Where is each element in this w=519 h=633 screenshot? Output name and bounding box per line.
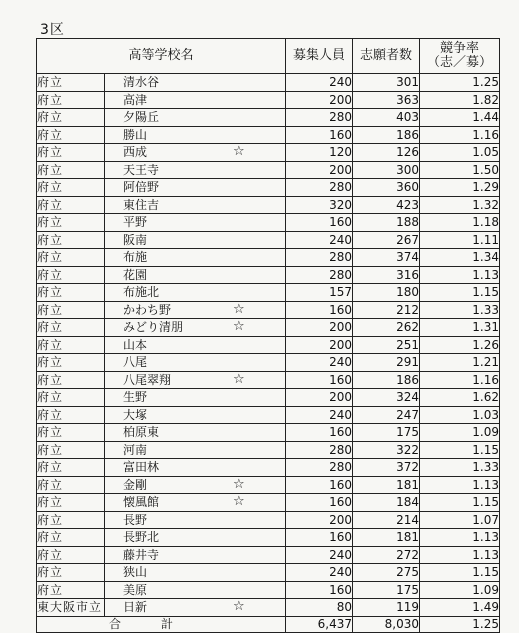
ratio-value: 1.26: [420, 336, 500, 354]
school-name-cell: [105, 371, 286, 389]
table-row: [37, 161, 500, 179]
ratio-value: 1.09: [420, 424, 500, 442]
capacity-value: 200: [286, 91, 353, 109]
star-icon: ☆: [233, 144, 245, 159]
ratio-value: 1.16: [420, 371, 500, 389]
school-name-cell: [105, 74, 286, 92]
capacity-value: 160: [286, 214, 353, 232]
table-row: [37, 179, 500, 197]
school-type: 府立: [37, 476, 105, 494]
capacity-value: 240: [286, 406, 353, 424]
ratio-value: 1.33: [420, 301, 500, 319]
table-row: [37, 126, 500, 144]
school-name-cell: [105, 301, 286, 319]
total-applicants: 8,030: [353, 616, 420, 632]
capacity-value: 200: [286, 389, 353, 407]
ratio-value: 1.25: [420, 74, 500, 92]
applicants-value: 372: [353, 459, 420, 477]
capacity-value: 280: [286, 459, 353, 477]
capacity-value: 120: [286, 144, 353, 162]
school-name: 大塚: [123, 407, 148, 422]
school-name: 美原: [123, 582, 148, 597]
school-name: 清水谷: [123, 75, 160, 89]
table-row: [37, 214, 500, 232]
ratio-value: 1.15: [420, 284, 500, 302]
school-type: 府立: [37, 74, 105, 92]
ratio-value: 1.82: [420, 91, 500, 109]
ratio-value: 1.21: [420, 354, 500, 372]
table-row: [37, 74, 500, 92]
ratio-value: 1.33: [420, 459, 500, 477]
school-name-cell: [105, 476, 286, 494]
applicants-value: 186: [353, 371, 420, 389]
school-name: 柏原東: [123, 425, 160, 439]
header-ratio-line2: （志／募）: [427, 55, 493, 70]
header-applicants: 志願者数: [353, 39, 420, 74]
school-type: 府立: [37, 214, 105, 232]
school-type: 府立: [37, 336, 105, 354]
applicants-value: 363: [353, 91, 420, 109]
school-name: 生野: [123, 390, 148, 404]
ratio-value: 1.13: [420, 476, 500, 494]
school-type: 府立: [37, 354, 105, 372]
table-row: [37, 476, 500, 494]
applicants-value: 188: [353, 214, 420, 232]
school-type: 府立: [37, 319, 105, 337]
school-name-cell: [105, 266, 286, 284]
school-name: 阪南: [123, 232, 148, 247]
applicants-value: 322: [353, 441, 420, 459]
school-type: 府立: [37, 109, 105, 127]
school-name-cell: [105, 581, 286, 599]
table-row: [37, 249, 500, 267]
capacity-value: 280: [286, 109, 353, 127]
capacity-value: 200: [286, 319, 353, 337]
applicants-value: 403: [353, 109, 420, 127]
school-type: 府立: [37, 441, 105, 459]
school-name: 高津: [123, 92, 148, 107]
table-row: [37, 406, 500, 424]
star-icon: ☆: [233, 301, 245, 317]
capacity-value: 240: [286, 231, 353, 249]
school-type: 府立: [37, 249, 105, 267]
table-row: [37, 599, 500, 617]
table-row: [37, 564, 500, 582]
capacity-value: 240: [286, 354, 353, 372]
ratio-value: 1.16: [420, 126, 500, 144]
applicants-value: 180: [353, 284, 420, 302]
capacity-value: 200: [286, 511, 353, 529]
table-row: [37, 196, 500, 214]
table-row: [37, 301, 500, 319]
applicants-value: 360: [353, 179, 420, 197]
school-name-cell: [105, 319, 286, 337]
applicants-value: 423: [353, 196, 420, 214]
school-type: 府立: [37, 529, 105, 547]
school-type: 府立: [37, 459, 105, 477]
school-name: 狭山: [123, 565, 148, 579]
table-row: [37, 546, 500, 564]
school-type: 府立: [37, 161, 105, 179]
ratio-value: 1.44: [420, 109, 500, 127]
capacity-value: 160: [286, 476, 353, 494]
applicants-value: 181: [353, 529, 420, 547]
table-row: [37, 284, 500, 302]
table-row: [37, 529, 500, 547]
school-name-cell: [105, 144, 286, 162]
table-row: [37, 266, 500, 284]
applicants-value: 275: [353, 564, 420, 582]
table-row: [37, 91, 500, 109]
school-type: 府立: [37, 546, 105, 564]
school-type: 府立: [37, 389, 105, 407]
star-icon: ☆: [233, 599, 245, 614]
applicants-value: 374: [353, 249, 420, 267]
school-type: 府立: [37, 179, 105, 197]
table-row: [37, 371, 500, 389]
school-name: 八尾翠翔: [123, 372, 172, 387]
school-name-cell: [105, 564, 286, 582]
school-type: 府立: [37, 144, 105, 162]
capacity-value: 80: [286, 599, 353, 617]
applicants-value: 291: [353, 354, 420, 372]
ratio-value: 1.13: [420, 266, 500, 284]
school-name-cell: [105, 231, 286, 249]
school-type: 府立: [37, 581, 105, 599]
school-type: 府立: [37, 371, 105, 389]
school-name-cell: [105, 424, 286, 442]
school-name-cell: [105, 354, 286, 372]
school-name: 平野: [123, 215, 148, 229]
applicants-value: 186: [353, 126, 420, 144]
ratio-value: 1.03: [420, 406, 500, 424]
school-name-cell: [105, 529, 286, 547]
school-name: 河南: [123, 442, 148, 457]
school-name-cell: [105, 406, 286, 424]
applicants-value: 267: [353, 231, 420, 249]
ratio-value: 1.15: [420, 494, 500, 512]
admissions-table: [36, 38, 500, 633]
school-type: 府立: [37, 126, 105, 144]
applicants-value: 212: [353, 301, 420, 319]
school-name: 勝山: [123, 127, 148, 142]
school-type: 府立: [37, 564, 105, 582]
header-school-name: 高等学校名: [37, 39, 286, 74]
school-name: 八尾: [123, 355, 148, 369]
school-name: 長野北: [123, 530, 160, 544]
school-name-cell: [105, 109, 286, 127]
ratio-value: 1.15: [420, 564, 500, 582]
table-row: [37, 424, 500, 442]
school-name: 金剛: [123, 477, 148, 492]
capacity-value: 240: [286, 564, 353, 582]
school-name-cell: [105, 179, 286, 197]
school-name: 懐風館: [123, 495, 160, 509]
school-name: 長野: [123, 512, 148, 527]
header-ratio: [420, 39, 500, 74]
capacity-value: 280: [286, 179, 353, 197]
ratio-value: 1.11: [420, 231, 500, 249]
table-row: [37, 319, 500, 337]
applicants-value: 175: [353, 424, 420, 442]
ratio-value: 1.05: [420, 144, 500, 162]
school-name: 布施: [123, 250, 148, 264]
ratio-value: 1.62: [420, 389, 500, 407]
school-name-cell: [105, 336, 286, 354]
star-icon: ☆: [233, 494, 245, 509]
table-row: [37, 581, 500, 599]
capacity-value: 280: [286, 266, 353, 284]
school-type: 東大阪市立: [37, 599, 105, 617]
table-row: [37, 231, 500, 249]
school-name-cell: [105, 546, 286, 564]
ratio-value: 1.34: [420, 249, 500, 267]
star-icon: ☆: [233, 319, 245, 334]
applicants-value: 214: [353, 511, 420, 529]
table-row: [37, 109, 500, 127]
school-name-cell: [105, 511, 286, 529]
applicants-value: 175: [353, 581, 420, 599]
table-row: [37, 354, 500, 372]
applicants-value: 300: [353, 161, 420, 179]
ratio-value: 1.15: [420, 441, 500, 459]
ratio-value: 1.49: [420, 599, 500, 617]
ratio-value: 1.18: [420, 214, 500, 232]
capacity-value: 280: [286, 249, 353, 267]
total-ratio: 1.25: [420, 616, 500, 632]
school-name: 夕陽丘: [123, 110, 160, 124]
capacity-value: 320: [286, 196, 353, 214]
school-name: 天王寺: [123, 162, 160, 177]
school-name: 藤井寺: [123, 547, 160, 562]
header-ratio-line1: 競争率: [440, 41, 480, 56]
table-row: [37, 494, 500, 512]
applicants-value: 184: [353, 494, 420, 512]
school-name: 阿倍野: [123, 180, 160, 194]
total-label: 合計: [37, 616, 286, 632]
school-name-cell: [105, 161, 286, 179]
table-body: [37, 74, 500, 617]
school-type: 府立: [37, 196, 105, 214]
school-name-cell: [105, 441, 286, 459]
school-name: 富田林: [123, 460, 160, 474]
table-row: [37, 336, 500, 354]
school-name-cell: [105, 389, 286, 407]
table-row: [37, 389, 500, 407]
school-name-cell: [105, 249, 286, 267]
capacity-value: 160: [286, 424, 353, 442]
applicants-value: 301: [353, 74, 420, 92]
table-row: [37, 459, 500, 477]
school-type: 府立: [37, 91, 105, 109]
school-name-cell: [105, 126, 286, 144]
school-name-cell: [105, 599, 286, 617]
school-name-cell: [105, 284, 286, 302]
school-type: 府立: [37, 494, 105, 512]
applicants-value: 247: [353, 406, 420, 424]
school-name: かわち野: [123, 302, 172, 317]
school-name: 布施北: [123, 285, 160, 299]
applicants-value: 251: [353, 336, 420, 354]
total-capacity: 6,437: [286, 616, 353, 632]
ratio-value: 1.29: [420, 179, 500, 197]
school-name-cell: [105, 494, 286, 512]
school-name-cell: [105, 91, 286, 109]
header-row: [37, 39, 500, 74]
school-type: 府立: [37, 406, 105, 424]
school-type: 府立: [37, 511, 105, 529]
capacity-value: 160: [286, 581, 353, 599]
school-type: 府立: [37, 266, 105, 284]
school-name: みどり清朋: [123, 320, 184, 334]
capacity-value: 160: [286, 126, 353, 144]
capacity-value: 157: [286, 284, 353, 302]
applicants-value: 272: [353, 546, 420, 564]
ratio-value: 1.32: [420, 196, 500, 214]
region-label: 3区: [40, 22, 65, 38]
header-capacity: 募集人員: [286, 39, 353, 74]
school-name-cell: [105, 196, 286, 214]
total-row: [37, 616, 500, 632]
capacity-value: 160: [286, 371, 353, 389]
capacity-value: 160: [286, 301, 353, 319]
capacity-value: 160: [286, 529, 353, 547]
school-type: 府立: [37, 231, 105, 249]
ratio-value: 1.50: [420, 161, 500, 179]
school-name-cell: [105, 459, 286, 477]
school-name: 山本: [123, 337, 148, 352]
ratio-value: 1.31: [420, 319, 500, 337]
ratio-value: 1.07: [420, 511, 500, 529]
capacity-value: 200: [286, 336, 353, 354]
capacity-value: 280: [286, 441, 353, 459]
star-icon: ☆: [233, 371, 245, 387]
capacity-value: 200: [286, 161, 353, 179]
school-name: 日新: [123, 600, 148, 614]
school-type: 府立: [37, 424, 105, 442]
school-name: 西成: [123, 145, 148, 159]
school-name: 花園: [123, 267, 148, 282]
applicants-value: 126: [353, 144, 420, 162]
school-type: 府立: [37, 284, 105, 302]
table-row: [37, 144, 500, 162]
applicants-value: 324: [353, 389, 420, 407]
school-name-cell: [105, 214, 286, 232]
table-row: [37, 511, 500, 529]
star-icon: ☆: [233, 476, 245, 492]
ratio-value: 1.13: [420, 546, 500, 564]
applicants-value: 181: [353, 476, 420, 494]
ratio-value: 1.13: [420, 529, 500, 547]
school-type: 府立: [37, 301, 105, 319]
school-name: 東住吉: [123, 197, 160, 212]
applicants-value: 316: [353, 266, 420, 284]
capacity-value: 240: [286, 546, 353, 564]
applicants-value: 262: [353, 319, 420, 337]
applicants-value: 119: [353, 599, 420, 617]
ratio-value: 1.09: [420, 581, 500, 599]
capacity-value: 240: [286, 74, 353, 92]
capacity-value: 160: [286, 494, 353, 512]
table-row: [37, 441, 500, 459]
